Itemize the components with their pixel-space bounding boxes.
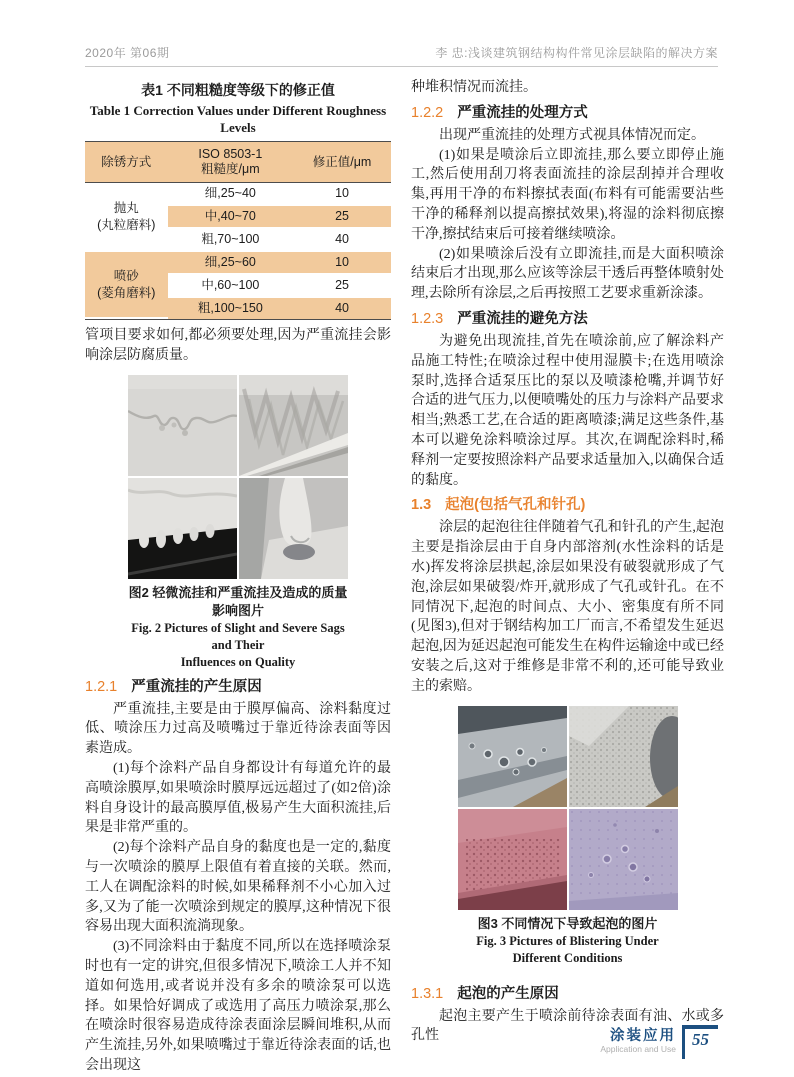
table1-col2-header: ISO 8503-1 粗糙度/μm bbox=[168, 142, 293, 183]
table1-title-en: Table 1 Correction Values under Different Roughness Levels bbox=[89, 103, 387, 135]
figure3-photo-grid bbox=[458, 706, 678, 910]
table1-col3-header: 修正值/μm bbox=[293, 142, 391, 183]
paragraph: (2)每个涂料产品自身的黏度也是一定的,黏度与一次喷涂的膜厚上限值有着直接的关联。然而,工人在调配涂料的时候,如果稀释剂不小心加入过多,又为了能一次喷涂到规定的膜厚,这种情况下很容易出现大面积流淌现象。 bbox=[85, 840, 391, 935]
table-row: 中,60~100 25 bbox=[85, 275, 391, 298]
table1 bbox=[85, 141, 391, 320]
paragraph: 涂层的起泡往往伴随着气孔和针孔的产生,起泡主要是指涂层由于自身内部溶剂(水性涂料的话是水)挥发将涂层拱起,涂层如果没有破裂就形成了气泡,涂层如果破裂/炸开,就形成了气孔或针孔。在不同情况下,起泡的时间点、大小、密集度有所不同(见图3),但对于钢结构加工厂而言,不希望发生延迟起泡,因为延迟起泡可能发生在构件运输途中或已经安装之后,这对于维修是非常不利的,还可能导致业主的索赔。 bbox=[411, 520, 724, 694]
paragraph: 出现严重流挂的处理方式视具体情况而定。 bbox=[439, 127, 705, 143]
table1-header-row bbox=[85, 142, 391, 183]
paragraph: (3)不同涂料由于黏度不同,所以在选择喷涂泵时也有一定的讲究,但很多情况下,喷涂工人并不知道如何选用,或者说并没有多余的喷涂泵可以选择。如果恰好调成了或选用了高压力喷涂泵,那么在喷涂时很容易造成待涂表面涂层瞬间堆积,从而产生流挂,另外,如果喷嘴过于靠近待涂表面的话,也会出现这 bbox=[85, 939, 391, 1073]
figure2-photo-drips-on-edge bbox=[128, 478, 237, 579]
table1-title-zh: 表1 不同粗糙度等级下的修正值 bbox=[141, 82, 335, 98]
table-row: 粗,100~150 40 bbox=[85, 298, 391, 319]
section-heading-1-2-1: 1.2.1 严重流挂的产生原因 bbox=[85, 678, 262, 695]
table-row: 粗,70~100 40 bbox=[85, 229, 391, 252]
section-heading-1-3: 1.3 起泡(包括气孔和针孔) bbox=[411, 497, 586, 514]
paragraph: 严重流挂,主要是由于膜厚偏高、涂料黏度过低、喷涂压力过高及喷嘴过于靠近待涂表面等因素造成。 bbox=[85, 701, 391, 757]
section-heading-1-3-1: 1.3.1 起泡的产生原因 bbox=[411, 985, 559, 1002]
footer-section-name: 涂装应用 Application and Use bbox=[600, 1028, 676, 1054]
figure2-photo-thick-drip bbox=[239, 478, 348, 579]
figure3-photo-textured-blisters bbox=[569, 706, 678, 807]
left-continuation-paragraph: 管项目要求如何,都必须要处理,因为严重流挂会影响涂层防腐质量。 bbox=[85, 328, 391, 363]
table1-col1-header: 除锈方式 bbox=[85, 142, 168, 183]
table1-group2-method: 喷砂 (菱角磨料) bbox=[85, 252, 168, 319]
table-row: 抛丸 (丸粒磨料) 细,25~40 10 bbox=[85, 183, 391, 206]
figure2-photo-severe-sag bbox=[239, 375, 348, 476]
paragraph: 为避免出现流挂,首先在喷涂前,应了解涂料产品施工特性;在喷涂过程中使用湿膜卡;在选用喷涂泵时,选择合适泵压比的泵以及喷漆枪嘴,并调节好合适的进气压力,以便喷嘴处的压力与涂料产品要求相当;熟悉工艺,在合适的距离喷漆;满足这些条件,基本可以避免涂料喷涂过厚。其次,在调配涂料时,稀释剂一定要按照涂料产品要求适量加入,以确保合适的黏度。 bbox=[411, 333, 724, 488]
table1-group1-method: 抛丸 (丸粒磨料) bbox=[85, 183, 168, 252]
paragraph: 起泡主要产生于喷涂前待涂表面有油、水或多孔性 bbox=[411, 1008, 724, 1044]
header-issue: 2020年 第06期 bbox=[85, 46, 170, 60]
page-number: 55 bbox=[692, 1030, 709, 1049]
figure3 bbox=[458, 706, 678, 967]
figure3-photo-pink-blisters bbox=[458, 809, 567, 910]
paragraph: (2)如果喷涂后没有立即流挂,而是大面积喷涂结束后才出现,那么应该等涂层干透后再整体喷射处理,去除所有涂层,之后再按照工艺要求重新涂漆。 bbox=[411, 246, 724, 302]
figure3-caption-en: Fig. 3 Pictures of Blistering Under Different Conditions bbox=[476, 933, 659, 965]
table-row: 喷砂 (菱角磨料) 细,25~60 10 bbox=[85, 252, 391, 275]
left-column bbox=[85, 78, 391, 1073]
figure3-caption-zh: 图3 不同情况下导致起泡的图片 bbox=[477, 915, 658, 931]
page-footer bbox=[600, 1025, 718, 1059]
table-row: 中,40~70 25 bbox=[85, 206, 391, 229]
section-heading-1-2-3: 1.2.3 严重流挂的避免方法 bbox=[411, 310, 588, 327]
section-heading-1-2-2: 1.2.2 严重流挂的处理方式 bbox=[411, 104, 588, 121]
figure2-photo-grid bbox=[128, 375, 348, 579]
paragraph: (1)每个涂料产品自身都设计有每道允许的最高喷涂膜厚,如果喷涂时膜厚远远超过了(如2倍)涂料自身设计的最高膜厚值,极易产生大面积流挂,后果是非常严重的。 bbox=[85, 760, 391, 836]
paragraph: (1)如果是喷涂后立即流挂,那么要立即停止施工,然后使用刮刀将表面流挂的涂层刮掉并合理收集,再用干净的布料擦拭表面(布料有可能需要沾些干净的稀释剂以提高擦拭效果),将湿的涂料彻底擦干净,擦拭结束后可接着继续喷涂。 bbox=[411, 147, 724, 242]
page-header bbox=[85, 44, 718, 67]
figure2-caption-en: Fig. 2 Pictures of Slight and Severe Sags and Their Influences on Quality bbox=[131, 620, 345, 669]
right-continuation-paragraph: 种堆积情况而流挂。 bbox=[411, 80, 537, 95]
figure3-photo-steel-pinholes bbox=[458, 706, 567, 807]
page-number-box bbox=[682, 1025, 718, 1059]
header-running-title: 李 忠:浅谈建筑钢结构构件常见涂层缺陷的解决方案 bbox=[435, 46, 718, 60]
figure2-photo-slight-sag bbox=[128, 375, 237, 476]
figure3-photo-lavender-craters bbox=[569, 809, 678, 910]
figure2-caption-zh: 图2 轻微流挂和严重流挂及造成的质量影响图片 bbox=[128, 584, 348, 618]
figure2 bbox=[128, 375, 348, 671]
